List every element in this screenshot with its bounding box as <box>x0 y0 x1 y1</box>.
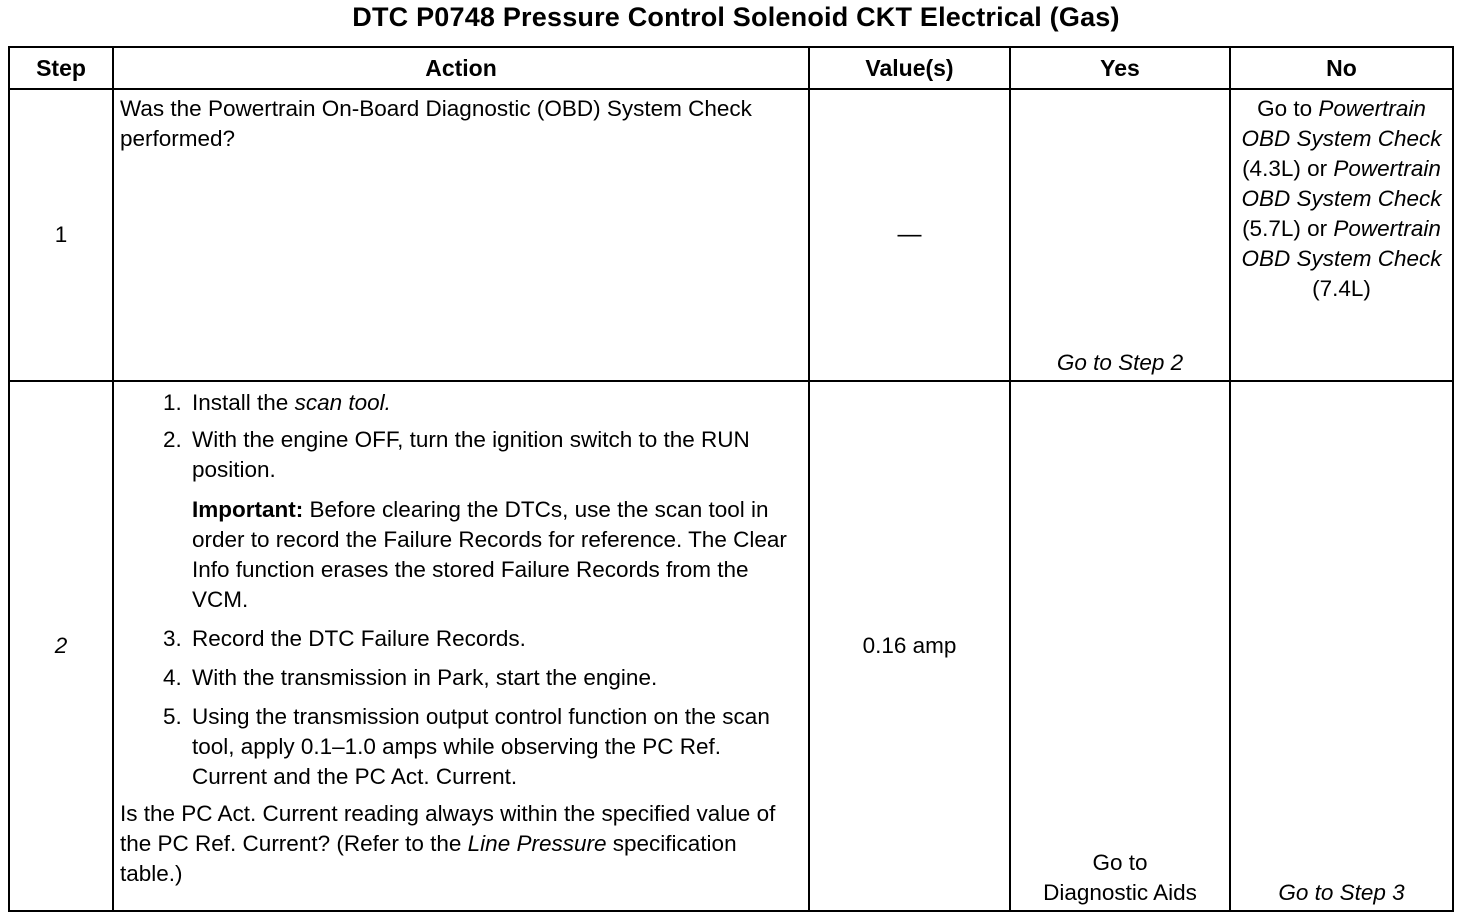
header-row <box>9 47 1453 89</box>
table-row-step-2 <box>9 381 1453 911</box>
yes-link[interactable]: Diagnostic Aids <box>1043 880 1197 905</box>
step1-emphasis: scan tool. <box>294 390 391 415</box>
yes-goto-text: Go to <box>1092 850 1148 875</box>
step3-text: Record the DTC Failure Records. <box>192 626 526 651</box>
step-number: 2 <box>9 381 113 911</box>
action-cell <box>113 89 809 381</box>
no-suffix-5-7l: (5.7L) or <box>1242 216 1328 241</box>
yes-cell <box>1010 381 1230 911</box>
action-question: Was the Powertrain On-Board Diagnostic (OBD) System Check performed? <box>120 96 752 151</box>
procedure-list <box>120 388 800 792</box>
yes-cell <box>1010 89 1230 381</box>
no-goto-text: Go to <box>1257 96 1313 121</box>
value-cell: 0.16 amp <box>809 381 1010 911</box>
action-question <box>120 799 800 889</box>
header-yes: Yes <box>1010 47 1230 89</box>
step5-text: Using the transmission output control function on the scan tool, apply 0.1–1.0 amps while observing the PC Ref. Current and the PC Act. Current. <box>192 704 770 789</box>
no-link-4-3l[interactable]: Powertrain OBD System Check <box>1241 96 1442 151</box>
list-item <box>188 624 800 654</box>
no-suffix-7-4l: (7.4L) <box>1312 276 1371 301</box>
no-cell <box>1230 89 1453 381</box>
no-cell <box>1230 381 1453 911</box>
list-item <box>188 663 800 693</box>
question-text: Is the PC Act. Current reading always within the specified value of the PC Ref. Current? (Refer to the <box>120 801 776 856</box>
page-title: DTC P0748 Pressure Control Solenoid CKT Electrical (Gas) <box>352 2 1120 32</box>
header-step: Step <box>9 47 113 89</box>
diagnostic-table <box>8 46 1454 912</box>
no-link-5-7l[interactable]: Powertrain OBD System Check <box>1241 156 1442 211</box>
action-cell <box>113 381 809 911</box>
important-label: Important: <box>192 497 304 522</box>
important-text: Before clearing the DTCs, use the scan tool in order to record the Failure Records for reference. The Clear Info function erases the stored Failure Records from the VCM. <box>192 497 787 612</box>
important-note <box>192 495 800 615</box>
yes-link[interactable]: Go to Step 2 <box>1056 350 1184 375</box>
no-link-7-4l[interactable]: Powertrain OBD System Check <box>1241 216 1442 271</box>
question-link[interactable]: Line Pressure <box>467 831 607 856</box>
header-values: Value(s) <box>809 47 1010 89</box>
step-number: 1 <box>9 89 113 381</box>
list-item <box>188 388 800 418</box>
value-cell: — <box>809 89 1010 381</box>
step1-text: Install the <box>192 390 289 415</box>
step2-text: With the engine OFF, turn the ignition switch to the RUN position. <box>192 427 750 482</box>
table-row-step-1 <box>9 89 1453 381</box>
header-action: Action <box>113 47 809 89</box>
question-suffix: specification table.) <box>120 831 737 886</box>
no-link[interactable]: Go to Step 3 <box>1278 880 1405 905</box>
list-item <box>188 702 800 792</box>
no-suffix-4-3l: (4.3L) or <box>1242 156 1328 181</box>
list-item <box>188 425 800 615</box>
header-no: No <box>1230 47 1453 89</box>
step4-text: With the transmission in Park, start the engine. <box>192 665 658 690</box>
